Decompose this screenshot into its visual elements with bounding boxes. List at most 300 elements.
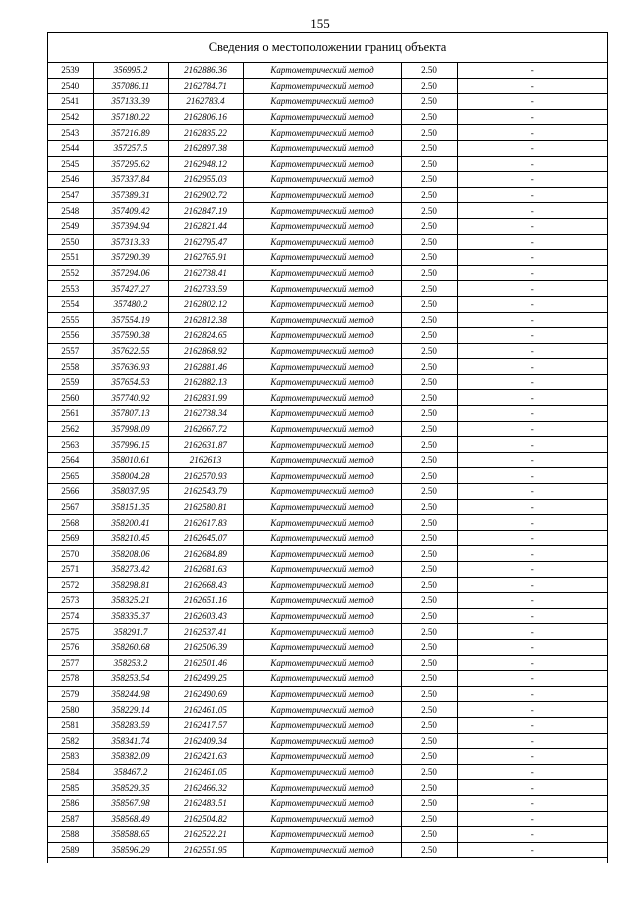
description-cell: - <box>457 655 607 671</box>
y-coordinate-cell: 2162466.32 <box>168 780 243 796</box>
x-coordinate-cell: 357480.2 <box>93 296 168 312</box>
x-coordinate-cell: 358004.28 <box>93 468 168 484</box>
table-row <box>48 343 607 359</box>
accuracy-cell: 2.50 <box>401 733 457 749</box>
y-coordinate-cell: 2162847.19 <box>168 203 243 219</box>
accuracy-cell: 2.50 <box>401 281 457 297</box>
method-cell: Картометрический метод <box>243 515 401 531</box>
description-cell: - <box>457 562 607 578</box>
accuracy-cell: 2.50 <box>401 780 457 796</box>
accuracy-cell: 2.50 <box>401 499 457 515</box>
point-number-cell: 2547 <box>48 187 93 203</box>
method-cell: Картометрический метод <box>243 468 401 484</box>
method-cell: Картометрический метод <box>243 187 401 203</box>
table-row <box>48 296 607 312</box>
table-row <box>48 686 607 702</box>
y-coordinate-cell: 2162765.91 <box>168 250 243 266</box>
table-row <box>48 156 607 172</box>
y-coordinate-cell: 2162617.83 <box>168 515 243 531</box>
x-coordinate-cell: 358253.2 <box>93 655 168 671</box>
y-coordinate-cell: 2162738.41 <box>168 265 243 281</box>
description-cell: - <box>457 140 607 156</box>
y-coordinate-cell: 2162603.43 <box>168 608 243 624</box>
point-number-cell: 2552 <box>48 265 93 281</box>
point-number-cell: 2573 <box>48 593 93 609</box>
x-coordinate-cell: 357427.27 <box>93 281 168 297</box>
x-coordinate-cell: 358244.98 <box>93 686 168 702</box>
point-number-cell: 2582 <box>48 733 93 749</box>
description-cell: - <box>457 733 607 749</box>
y-coordinate-cell: 2162631.87 <box>168 437 243 453</box>
point-number-cell: 2541 <box>48 94 93 110</box>
y-coordinate-cell: 2162812.38 <box>168 312 243 328</box>
x-coordinate-cell: 358200.41 <box>93 515 168 531</box>
point-number-cell: 2539 <box>48 63 93 78</box>
y-coordinate-cell: 2162824.65 <box>168 328 243 344</box>
x-coordinate-cell: 357216.89 <box>93 125 168 141</box>
method-cell: Картометрический метод <box>243 328 401 344</box>
accuracy-cell: 2.50 <box>401 421 457 437</box>
description-cell: - <box>457 390 607 406</box>
x-coordinate-cell: 357389.31 <box>93 187 168 203</box>
accuracy-cell: 2.50 <box>401 94 457 110</box>
description-cell: - <box>457 827 607 843</box>
table-row <box>48 717 607 733</box>
method-cell: Картометрический метод <box>243 359 401 375</box>
method-cell: Картометрический метод <box>243 343 401 359</box>
description-cell: - <box>457 125 607 141</box>
description-cell: - <box>457 63 607 78</box>
y-coordinate-cell: 2162483.51 <box>168 795 243 811</box>
description-cell: - <box>457 234 607 250</box>
x-coordinate-cell: 358229.14 <box>93 702 168 718</box>
point-number-cell: 2577 <box>48 655 93 671</box>
x-coordinate-cell: 358529.35 <box>93 780 168 796</box>
y-coordinate-cell: 2162506.39 <box>168 639 243 655</box>
accuracy-cell: 2.50 <box>401 78 457 94</box>
x-coordinate-cell: 358325.21 <box>93 593 168 609</box>
point-number-cell: 2564 <box>48 452 93 468</box>
point-number-cell: 2565 <box>48 468 93 484</box>
method-cell: Картометрический метод <box>243 577 401 593</box>
accuracy-cell: 2.50 <box>401 406 457 422</box>
description-cell: - <box>457 250 607 266</box>
point-number-cell: 2555 <box>48 312 93 328</box>
method-cell: Картометрический метод <box>243 562 401 578</box>
description-cell: - <box>457 702 607 718</box>
x-coordinate-cell: 357133.39 <box>93 94 168 110</box>
x-coordinate-cell: 357996.15 <box>93 437 168 453</box>
accuracy-cell: 2.50 <box>401 328 457 344</box>
method-cell: Картометрический метод <box>243 312 401 328</box>
point-number-cell: 2568 <box>48 515 93 531</box>
description-cell: - <box>457 811 607 827</box>
method-cell: Картометрический метод <box>243 94 401 110</box>
accuracy-cell: 2.50 <box>401 515 457 531</box>
y-coordinate-cell: 2162868.92 <box>168 343 243 359</box>
table-row <box>48 749 607 765</box>
document-frame <box>47 32 608 863</box>
accuracy-cell: 2.50 <box>401 749 457 765</box>
method-cell: Картометрический метод <box>243 484 401 500</box>
point-number-cell: 2576 <box>48 639 93 655</box>
point-number-cell: 2540 <box>48 78 93 94</box>
table-row <box>48 624 607 640</box>
table-row <box>48 827 607 843</box>
table-row <box>48 63 607 78</box>
point-number-cell: 2559 <box>48 374 93 390</box>
x-coordinate-cell: 358335.37 <box>93 608 168 624</box>
table-row <box>48 593 607 609</box>
description-cell: - <box>457 281 607 297</box>
accuracy-cell: 2.50 <box>401 795 457 811</box>
x-coordinate-cell: 358273.42 <box>93 562 168 578</box>
accuracy-cell: 2.50 <box>401 827 457 843</box>
description-cell: - <box>457 468 607 484</box>
point-number-cell: 2579 <box>48 686 93 702</box>
y-coordinate-cell: 2162684.89 <box>168 546 243 562</box>
table-row <box>48 639 607 655</box>
point-number-cell: 2567 <box>48 499 93 515</box>
description-cell: - <box>457 437 607 453</box>
point-number-cell: 2545 <box>48 156 93 172</box>
accuracy-cell: 2.50 <box>401 125 457 141</box>
method-cell: Картометрический метод <box>243 296 401 312</box>
point-number-cell: 2562 <box>48 421 93 437</box>
y-coordinate-cell: 2162738.34 <box>168 406 243 422</box>
point-number-cell: 2574 <box>48 608 93 624</box>
table-row <box>48 359 607 375</box>
method-cell: Картометрический метод <box>243 374 401 390</box>
method-cell: Картометрический метод <box>243 265 401 281</box>
x-coordinate-cell: 357180.22 <box>93 109 168 125</box>
point-number-cell: 2548 <box>48 203 93 219</box>
description-cell: - <box>457 546 607 562</box>
description-cell: - <box>457 265 607 281</box>
method-cell: Картометрический метод <box>243 78 401 94</box>
description-cell: - <box>457 484 607 500</box>
table-row <box>48 577 607 593</box>
x-coordinate-cell: 358253.54 <box>93 671 168 687</box>
table-row <box>48 608 607 624</box>
table-row <box>48 328 607 344</box>
table-row <box>48 811 607 827</box>
description-cell: - <box>457 577 607 593</box>
accuracy-cell: 2.50 <box>401 234 457 250</box>
description-cell: - <box>457 312 607 328</box>
description-cell: - <box>457 795 607 811</box>
accuracy-cell: 2.50 <box>401 172 457 188</box>
description-cell: - <box>457 156 607 172</box>
method-cell: Картометрический метод <box>243 671 401 687</box>
method-cell: Картометрический метод <box>243 811 401 827</box>
y-coordinate-cell: 2162499.25 <box>168 671 243 687</box>
accuracy-cell: 2.50 <box>401 374 457 390</box>
description-cell: - <box>457 109 607 125</box>
description-cell: - <box>457 515 607 531</box>
x-coordinate-cell: 357590.38 <box>93 328 168 344</box>
method-cell: Картометрический метод <box>243 655 401 671</box>
y-coordinate-cell: 2162543.79 <box>168 484 243 500</box>
accuracy-cell: 2.50 <box>401 577 457 593</box>
accuracy-cell: 2.50 <box>401 717 457 733</box>
point-number-cell: 2554 <box>48 296 93 312</box>
description-cell: - <box>457 530 607 546</box>
x-coordinate-cell: 358283.59 <box>93 717 168 733</box>
y-coordinate-cell: 2162886.36 <box>168 63 243 78</box>
description-cell: - <box>457 608 607 624</box>
point-number-cell: 2549 <box>48 218 93 234</box>
method-cell: Картометрический метод <box>243 234 401 250</box>
description-cell: - <box>457 328 607 344</box>
y-coordinate-cell: 2162795.47 <box>168 234 243 250</box>
description-cell: - <box>457 359 607 375</box>
method-cell: Картометрический метод <box>243 250 401 266</box>
y-coordinate-cell: 2162897.38 <box>168 140 243 156</box>
description-cell: - <box>457 94 607 110</box>
y-coordinate-cell: 2162551.95 <box>168 842 243 858</box>
x-coordinate-cell: 358298.81 <box>93 577 168 593</box>
table-row <box>48 218 607 234</box>
table-row <box>48 702 607 718</box>
coordinates-table <box>48 63 607 858</box>
description-cell: - <box>457 639 607 655</box>
x-coordinate-cell: 357740.92 <box>93 390 168 406</box>
y-coordinate-cell: 2162504.82 <box>168 811 243 827</box>
method-cell: Картометрический метод <box>243 733 401 749</box>
table-row <box>48 437 607 453</box>
point-number-cell: 2572 <box>48 577 93 593</box>
accuracy-cell: 2.50 <box>401 546 457 562</box>
point-number-cell: 2569 <box>48 530 93 546</box>
x-coordinate-cell: 357086.11 <box>93 78 168 94</box>
method-cell: Картометрический метод <box>243 390 401 406</box>
table-row <box>48 562 607 578</box>
point-number-cell: 2578 <box>48 671 93 687</box>
y-coordinate-cell: 2162831.99 <box>168 390 243 406</box>
accuracy-cell: 2.50 <box>401 484 457 500</box>
point-number-cell: 2571 <box>48 562 93 578</box>
description-cell: - <box>457 749 607 765</box>
description-cell: - <box>457 203 607 219</box>
x-coordinate-cell: 357622.55 <box>93 343 168 359</box>
x-coordinate-cell: 358341.74 <box>93 733 168 749</box>
point-number-cell: 2546 <box>48 172 93 188</box>
section-title: Сведения о местоположении границ объекта <box>48 33 607 63</box>
y-coordinate-cell: 2162490.69 <box>168 686 243 702</box>
table-row <box>48 421 607 437</box>
x-coordinate-cell: 357998.09 <box>93 421 168 437</box>
method-cell: Картометрический метод <box>243 608 401 624</box>
accuracy-cell: 2.50 <box>401 156 457 172</box>
method-cell: Картометрический метод <box>243 452 401 468</box>
method-cell: Картометрический метод <box>243 530 401 546</box>
accuracy-cell: 2.50 <box>401 296 457 312</box>
description-cell: - <box>457 764 607 780</box>
table-row <box>48 733 607 749</box>
point-number-cell: 2563 <box>48 437 93 453</box>
point-number-cell: 2558 <box>48 359 93 375</box>
method-cell: Картометрический метод <box>243 63 401 78</box>
point-number-cell: 2580 <box>48 702 93 718</box>
y-coordinate-cell: 2162651.16 <box>168 593 243 609</box>
x-coordinate-cell: 358037.95 <box>93 484 168 500</box>
method-cell: Картометрический метод <box>243 717 401 733</box>
y-coordinate-cell: 2162802.12 <box>168 296 243 312</box>
accuracy-cell: 2.50 <box>401 655 457 671</box>
table-row <box>48 499 607 515</box>
x-coordinate-cell: 358588.65 <box>93 827 168 843</box>
point-number-cell: 2550 <box>48 234 93 250</box>
point-number-cell: 2589 <box>48 842 93 858</box>
method-cell: Картометрический метод <box>243 281 401 297</box>
x-coordinate-cell: 357295.62 <box>93 156 168 172</box>
method-cell: Картометрический метод <box>243 827 401 843</box>
y-coordinate-cell: 2162570.93 <box>168 468 243 484</box>
method-cell: Картометрический метод <box>243 499 401 515</box>
accuracy-cell: 2.50 <box>401 203 457 219</box>
method-cell: Картометрический метод <box>243 702 401 718</box>
y-coordinate-cell: 2162501.46 <box>168 655 243 671</box>
x-coordinate-cell: 357257.5 <box>93 140 168 156</box>
method-cell: Картометрический метод <box>243 437 401 453</box>
y-coordinate-cell: 2162835.22 <box>168 125 243 141</box>
point-number-cell: 2581 <box>48 717 93 733</box>
y-coordinate-cell: 2162522.21 <box>168 827 243 843</box>
accuracy-cell: 2.50 <box>401 452 457 468</box>
accuracy-cell: 2.50 <box>401 842 457 858</box>
accuracy-cell: 2.50 <box>401 140 457 156</box>
accuracy-cell: 2.50 <box>401 811 457 827</box>
accuracy-cell: 2.50 <box>401 686 457 702</box>
point-number-cell: 2588 <box>48 827 93 843</box>
point-number-cell: 2584 <box>48 764 93 780</box>
y-coordinate-cell: 2162537.41 <box>168 624 243 640</box>
table-row <box>48 780 607 796</box>
accuracy-cell: 2.50 <box>401 468 457 484</box>
point-number-cell: 2566 <box>48 484 93 500</box>
point-number-cell: 2544 <box>48 140 93 156</box>
accuracy-cell: 2.50 <box>401 312 457 328</box>
method-cell: Картометрический метод <box>243 109 401 125</box>
point-number-cell: 2575 <box>48 624 93 640</box>
x-coordinate-cell: 357636.93 <box>93 359 168 375</box>
description-cell: - <box>457 593 607 609</box>
method-cell: Картометрический метод <box>243 172 401 188</box>
method-cell: Картометрический метод <box>243 421 401 437</box>
coordinates-table-body <box>48 63 607 858</box>
accuracy-cell: 2.50 <box>401 343 457 359</box>
y-coordinate-cell: 2162421.63 <box>168 749 243 765</box>
table-row <box>48 484 607 500</box>
method-cell: Картометрический метод <box>243 639 401 655</box>
description-cell: - <box>457 296 607 312</box>
x-coordinate-cell: 357313.33 <box>93 234 168 250</box>
table-row <box>48 250 607 266</box>
y-coordinate-cell: 2162821.44 <box>168 218 243 234</box>
table-row <box>48 795 607 811</box>
description-cell: - <box>457 343 607 359</box>
accuracy-cell: 2.50 <box>401 624 457 640</box>
accuracy-cell: 2.50 <box>401 639 457 655</box>
description-cell: - <box>457 78 607 94</box>
x-coordinate-cell: 357807.13 <box>93 406 168 422</box>
description-cell: - <box>457 374 607 390</box>
method-cell: Картометрический метод <box>243 764 401 780</box>
accuracy-cell: 2.50 <box>401 218 457 234</box>
table-row <box>48 546 607 562</box>
table-row <box>48 406 607 422</box>
point-number-cell: 2543 <box>48 125 93 141</box>
x-coordinate-cell: 358010.61 <box>93 452 168 468</box>
accuracy-cell: 2.50 <box>401 250 457 266</box>
description-cell: - <box>457 671 607 687</box>
description-cell: - <box>457 218 607 234</box>
page-number: 155 <box>310 16 330 31</box>
method-cell: Картометрический метод <box>243 842 401 858</box>
method-cell: Картометрический метод <box>243 795 401 811</box>
description-cell: - <box>457 172 607 188</box>
point-number-cell: 2586 <box>48 795 93 811</box>
description-cell: - <box>457 624 607 640</box>
y-coordinate-cell: 2162733.59 <box>168 281 243 297</box>
method-cell: Картометрический метод <box>243 780 401 796</box>
point-number-cell: 2570 <box>48 546 93 562</box>
table-row <box>48 312 607 328</box>
y-coordinate-cell: 2162681.63 <box>168 562 243 578</box>
accuracy-cell: 2.50 <box>401 530 457 546</box>
y-coordinate-cell: 2162461.05 <box>168 702 243 718</box>
accuracy-cell: 2.50 <box>401 671 457 687</box>
y-coordinate-cell: 2162783.4 <box>168 94 243 110</box>
accuracy-cell: 2.50 <box>401 562 457 578</box>
point-number-cell: 2556 <box>48 328 93 344</box>
table-row <box>48 515 607 531</box>
x-coordinate-cell: 358260.68 <box>93 639 168 655</box>
description-cell: - <box>457 187 607 203</box>
table-row <box>48 109 607 125</box>
description-cell: - <box>457 780 607 796</box>
y-coordinate-cell: 2162881.46 <box>168 359 243 375</box>
x-coordinate-cell: 358210.45 <box>93 530 168 546</box>
point-number-cell: 2557 <box>48 343 93 359</box>
y-coordinate-cell: 2162955.03 <box>168 172 243 188</box>
x-coordinate-cell: 357409.42 <box>93 203 168 219</box>
y-coordinate-cell: 2162461.05 <box>168 764 243 780</box>
method-cell: Картометрический метод <box>243 593 401 609</box>
x-coordinate-cell: 357337.84 <box>93 172 168 188</box>
accuracy-cell: 2.50 <box>401 437 457 453</box>
y-coordinate-cell: 2162948.12 <box>168 156 243 172</box>
table-row <box>48 203 607 219</box>
accuracy-cell: 2.50 <box>401 593 457 609</box>
description-cell: - <box>457 842 607 858</box>
table-row <box>48 390 607 406</box>
table-row <box>48 530 607 546</box>
point-number-cell: 2542 <box>48 109 93 125</box>
y-coordinate-cell: 2162417.57 <box>168 717 243 733</box>
table-row <box>48 172 607 188</box>
table-row <box>48 265 607 281</box>
x-coordinate-cell: 357394.94 <box>93 218 168 234</box>
y-coordinate-cell: 2162902.72 <box>168 187 243 203</box>
x-coordinate-cell: 358151.35 <box>93 499 168 515</box>
x-coordinate-cell: 358567.98 <box>93 795 168 811</box>
y-coordinate-cell: 2162580.81 <box>168 499 243 515</box>
accuracy-cell: 2.50 <box>401 702 457 718</box>
method-cell: Картометрический метод <box>243 156 401 172</box>
description-cell: - <box>457 686 607 702</box>
